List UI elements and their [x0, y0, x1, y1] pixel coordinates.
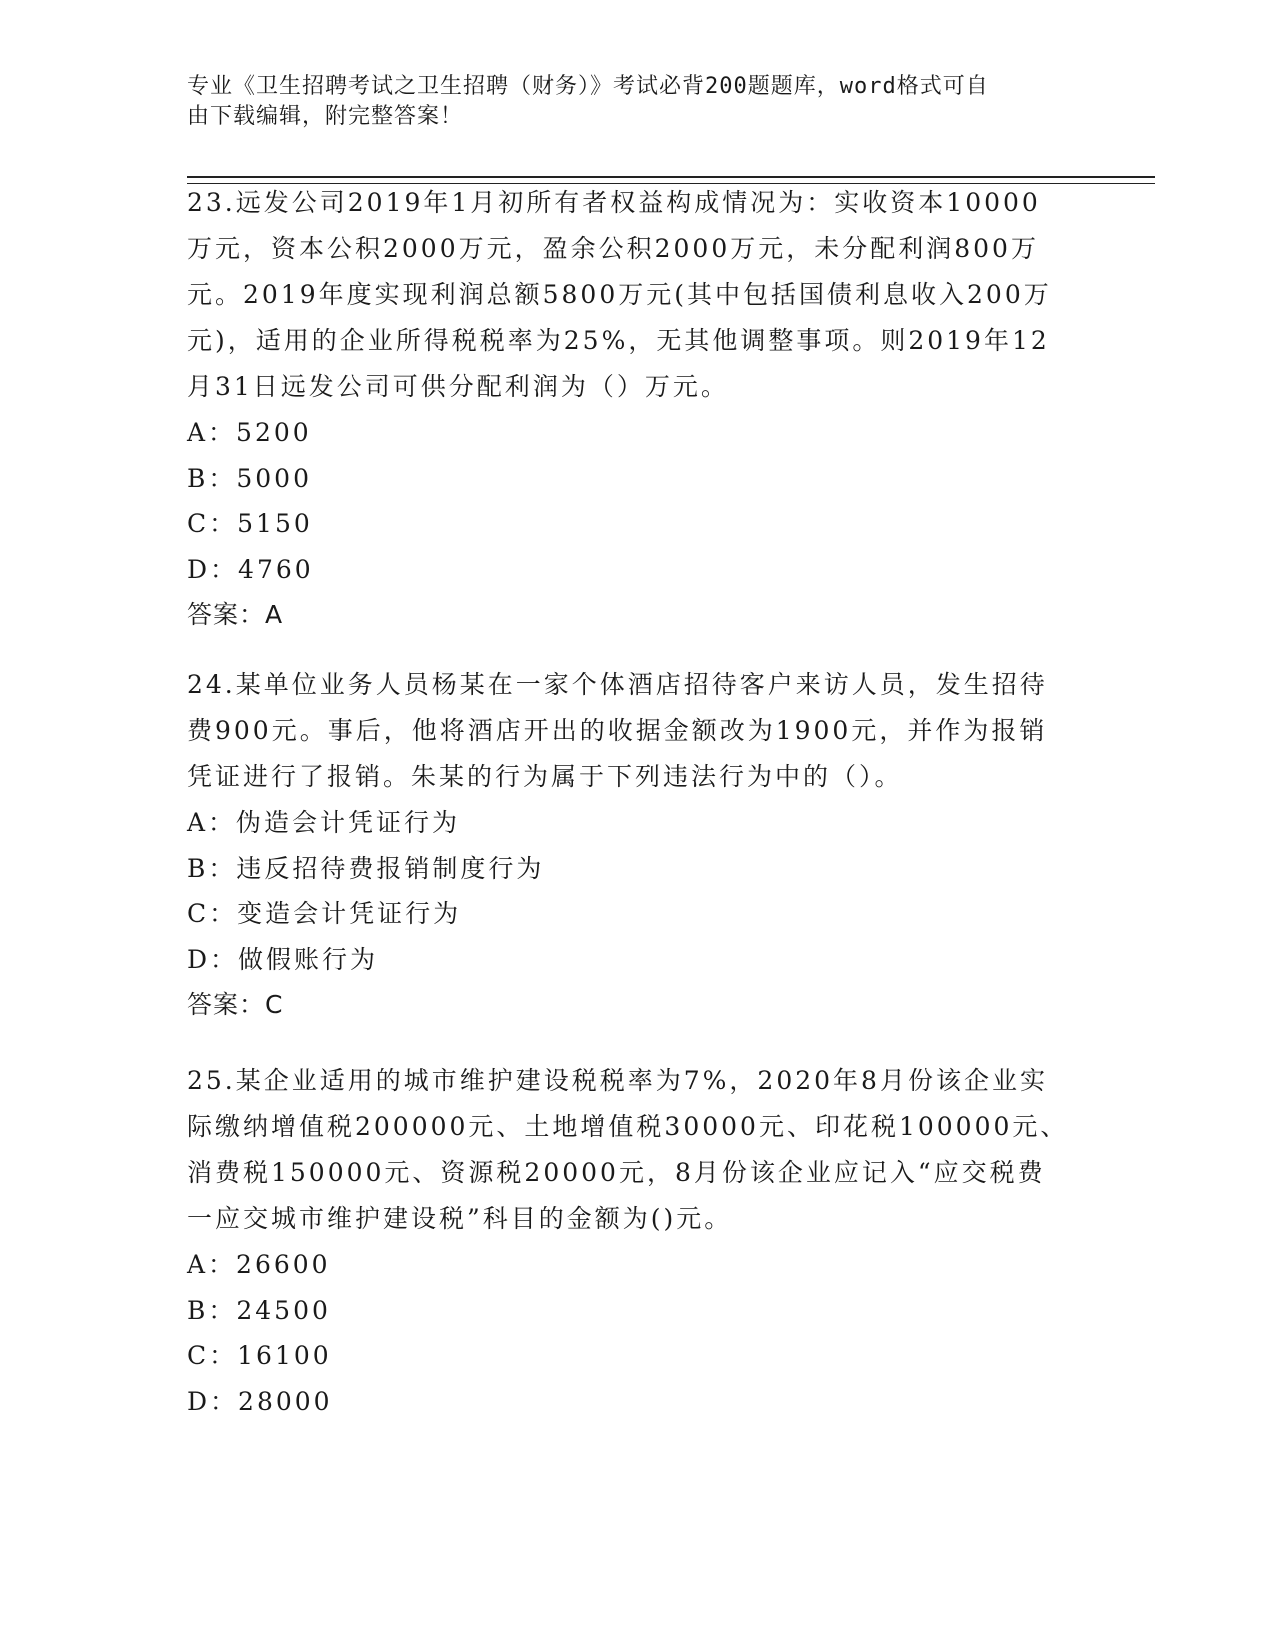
question-stem-line: 月31日远发公司可供分配利润为（）万元。 — [187, 372, 729, 401]
question-stem-line: 一应交城市维护建设税”科目的金额为()元。 — [187, 1204, 733, 1233]
header-line-2: 由下载编辑，附完整答案！ — [187, 104, 464, 129]
question-stem-line: 元。2019年度实现利润总额5800万元(其中包括国债利息收入200万 — [187, 280, 1052, 309]
question-24 — [187, 662, 1077, 1028]
option-c: C：16100 — [187, 1341, 332, 1370]
question-25 — [187, 1058, 1077, 1424]
option-c: C：5150 — [187, 509, 313, 538]
header-line-1: 专业《卫生招聘考试之卫生招聘（财务）》考试必背200题题库，word格式可自 — [187, 74, 989, 99]
question-stem-line: 元)，适用的企业所得税税率为25%，无其他调整事项。则2019年12 — [187, 326, 1050, 355]
question-stem-line: 费900元。事后，他将酒店开出的收据金额改为1900元，并作为报销 — [187, 716, 1048, 745]
option-b: B：5000 — [187, 463, 312, 493]
option-d: D：28000 — [187, 1386, 333, 1416]
question-stem-line: 凭证进行了报销。朱某的行为属于下列违法行为中的（）。 — [187, 762, 903, 791]
option-a: A：伪造会计凭证行为 — [187, 808, 461, 837]
option-a: A：5200 — [187, 418, 312, 447]
header-divider-thick — [187, 176, 1155, 178]
option-c: C：变造会计凭证行为 — [187, 899, 462, 928]
answer: 答案：C — [187, 990, 284, 1019]
question-23 — [187, 180, 1077, 638]
option-d: D：4760 — [187, 554, 314, 584]
question-stem-line: 消费税150000元、资源税20000元，8月份该企业应记入“应交税费 — [187, 1158, 1046, 1187]
document-header — [187, 72, 1067, 132]
answer: 答案：A — [187, 600, 284, 629]
question-stem-line: 25.某企业适用的城市维护建设税税率为7%，2020年8月份该企业实 — [187, 1066, 1048, 1095]
option-a: A：26600 — [187, 1250, 331, 1279]
question-stem-line: 24.某单位业务人员杨某在一家个体酒店招待客户来访人员，发生招待 — [187, 670, 1048, 699]
option-b: B：违反招待费报销制度行为 — [187, 853, 545, 883]
question-stem-line: 际缴纳增值税200000元、土地增值税30000元、印花税100000元、 — [187, 1112, 1069, 1141]
option-d: D：做假账行为 — [187, 944, 379, 974]
question-stem-line: 23.远发公司2019年1月初所有者权益构成情况为：实收资本10000 — [187, 188, 1041, 217]
question-stem-line: 万元，资本公积2000万元，盈余公积2000万元，未分配利润800万 — [187, 234, 1039, 263]
option-b: B：24500 — [187, 1295, 331, 1325]
